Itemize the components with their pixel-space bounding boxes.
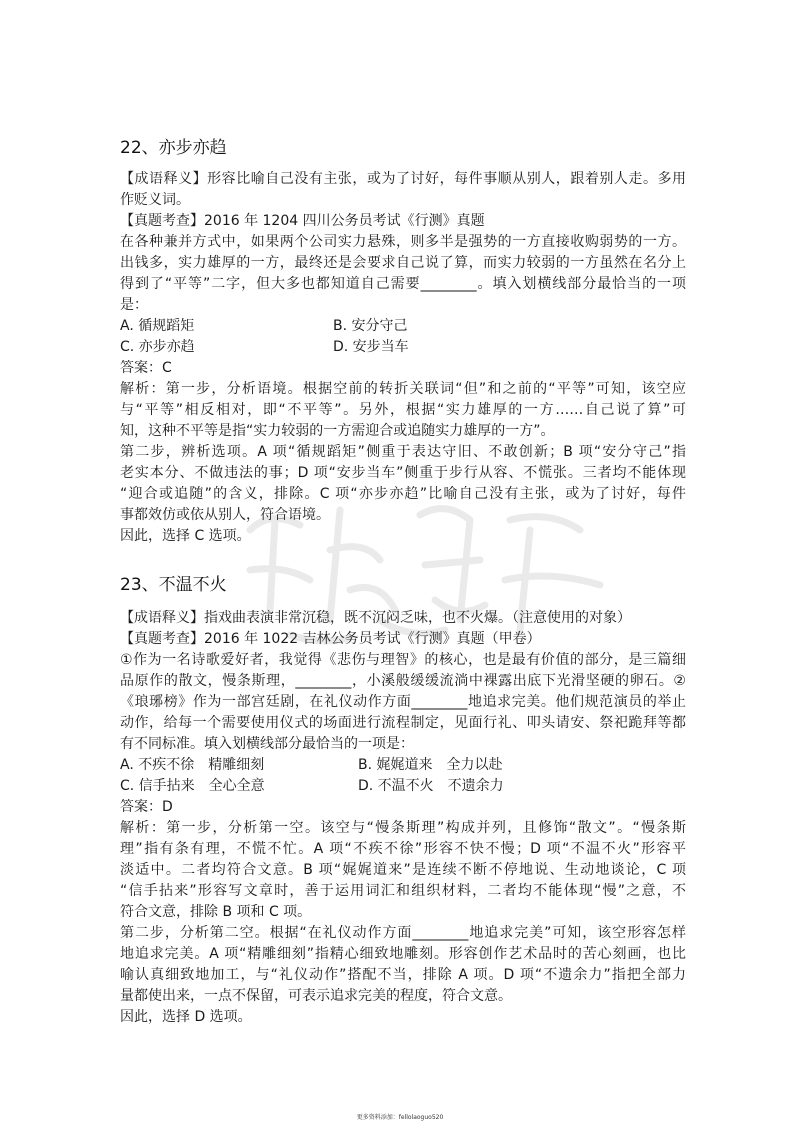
q23-option-a: A. 不疾不徐 精雕细刻 — [120, 757, 265, 773]
q22-option-a: A. 循规蹈矩 — [120, 318, 195, 334]
q22-line: 【真题考查】2016 年 1204 四川公务员考试《行测》真题 — [120, 213, 485, 229]
q23-analysis-line: 解析：第一步，分析第一空。该空与“慢条斯理”构成并列，且修饰“散文”。“慢条斯 — [120, 820, 686, 836]
q23-line: 有不同标准。填入划横线部分最恰当的一项是： — [120, 736, 414, 752]
q23-option-c: C. 信手拈来 全心全意 — [120, 778, 265, 794]
q23-analysis-line: 第二步，分析第二空。根据“在礼仪动作方面________地追求完美”可知，该空形容怎样 — [120, 925, 686, 941]
q23-analysis-line: 地追求完美。A 项“精雕细刻”指精心细致地雕刻。形容创作艺术品时的苦心刻画，也比 — [120, 946, 686, 962]
footer-note: 更多资料添加：fellolaoguo520 — [356, 1114, 444, 1121]
q22-option-c: C. 亦步亦趋 — [120, 339, 195, 355]
q22-line: 在各种兼并方式中，如果两个公司实力悬殊，则多半是强势的一方直接收购弱势的一方。 — [120, 234, 686, 250]
q23-answer: 答案：D — [120, 799, 173, 815]
q22-line: 得到了“平等”二字，但大多也都知道自己需要________。填入划横线部分最恰当的一项 — [120, 276, 686, 292]
q22-line: 【成语释义】形容比喻自己没有主张，或为了讨好，每件事顺从别人，跟着别人走。多用 — [120, 171, 686, 187]
q22-analysis-line: 知，这种不平等是指“实力较弱的一方需迎合或追随实力雄厚的一方”。 — [120, 423, 555, 439]
q22-analysis-line: 因此，选择 C 选项。 — [120, 528, 251, 544]
q23-analysis-line: 淡适中。二者均符合文意。B 项“娓娓道来”是连续不断不停地说、生动地谈论，C 项 — [120, 862, 686, 878]
q23-line: 【真题考查】2016 年 1022 吉林公务员考试《行测》真题（甲卷） — [120, 631, 541, 647]
q23-line: 动作，给每一个需要使用仪式的场面进行流程制定，见面行礼、叩头请安、祭祀跪拜等都 — [120, 715, 686, 731]
q22-analysis-line: 老实本分、不做违法的事；D 项“安步当车”侧重于步行从容、不慌张。三者均不能体现 — [120, 465, 686, 481]
q23-analysis-line: “信手拈来”形容写文章时，善于运用词汇和组织材料，二者均不能体现“慢”之意，不 — [120, 883, 686, 899]
q22-analysis-line: 事都效仿或依从别人，符合语境。 — [120, 507, 330, 523]
q23-line: 【成语释义】指戏曲表演非常沉稳，既不沉闷乏味，也不火爆。（注意使用的对象） — [120, 610, 631, 626]
q22-analysis-line: 与“平等”相反相对，即“不平等”。另外，根据“实力雄厚的一方……自己说了算”可 — [120, 402, 686, 418]
q22-analysis-line: 解析：第一步，分析语境。根据空前的转折关联词“但”和之前的“平等”可知，该空应 — [120, 381, 686, 397]
q23-analysis-line: 符合文意，排除 B 项和 C 项。 — [120, 904, 312, 920]
q22-option-b: B. 安分守己 — [333, 318, 408, 334]
q23-analysis-line: 理”指有条有理，不慌不忙。A 项“不疾不徐”形容不快不慢；D 项“不温不火”形容平 — [120, 841, 686, 857]
q23-line: 《琅琊榜》作为一部宫廷剧，在礼仪动作方面________地追求完美。他们规范演员的举止 — [120, 694, 686, 710]
question-23-title: 23、不温不火 — [120, 575, 227, 595]
q23-line: ①作为一名诗歌爱好者，我觉得《悲伤与理智》的核心，也是最有价值的部分，是三篇细 — [120, 652, 686, 668]
q23-option-d: D. 不温不火 不遗余力 — [358, 778, 504, 794]
question-22-title: 22、亦步亦趋 — [120, 138, 227, 158]
q23-option-b: B. 娓娓道来 全力以赴 — [358, 757, 503, 773]
q23-line: 品原作的散文，慢条斯理，________，小溪般缓缓流淌中裸露出底下光滑坚硬的卵石。② — [120, 673, 686, 689]
q22-line: 是： — [120, 297, 148, 313]
q22-analysis-line: “迎合或追随”的含义，排除。C 项“亦步亦趋”比喻自己没有主张，或为了讨好，每件 — [120, 486, 686, 502]
q22-analysis-line: 第二步，辨析选项。A 项“循规蹈矩”侧重于表达守旧、不敢创新；B 项“安分守己”指 — [120, 444, 686, 460]
q22-option-d: D. 安步当车 — [333, 339, 409, 355]
q23-analysis-line: 因此，选择 D 选项。 — [120, 1009, 252, 1025]
q22-answer: 答案：C — [120, 360, 172, 376]
q23-analysis-line: 量都使出来，一点不保留，可表示追求完美的程度，符合文意。 — [120, 988, 512, 1004]
q23-analysis-line: 喻认真细致地加工，与“礼仪动作”搭配不当，排除 A 项。D 项“不遗余力”指把全部力 — [120, 967, 686, 983]
q22-line: 出钱多，实力雄厚的一方，最终还是会要求自己说了算，而实力较弱的一方虽然在名分上 — [120, 255, 686, 271]
q22-line: 作贬义词。 — [120, 192, 190, 208]
